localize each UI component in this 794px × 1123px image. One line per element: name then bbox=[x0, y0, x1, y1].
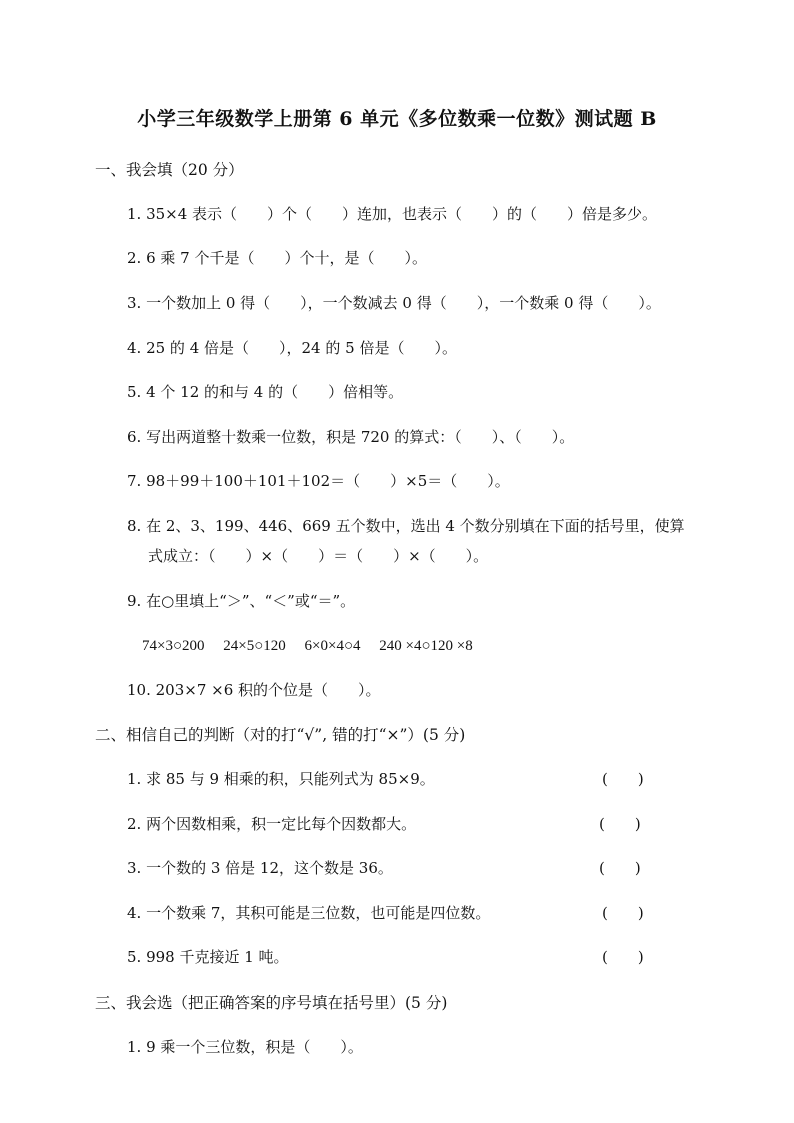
s1-question-8: 8. 在 2、3、199、446、669 五个数中，选出 4 个数分别填在下面的括号里，使算 bbox=[127, 517, 685, 535]
s3-question-1: 1. 9 乘一个三位数，积是（ ）。 bbox=[127, 1038, 363, 1056]
s1-question-1: 1. 35×4 表示（ ）个（ ）连加，也表示（ ）的（ ）倍是多少。 bbox=[127, 205, 658, 223]
s1-question-10: 10. 203×7 ×6 积的个位是（ ）。 bbox=[127, 681, 381, 699]
s2-answer-blank-1: ( ) bbox=[602, 770, 644, 788]
section-2-heading: 二、相信自己的判断（对的打“√”, 错的打“×”）(5 分) bbox=[95, 726, 466, 744]
s2-question-4: 4. 一个数乘 7，其积可能是三位数，也可能是四位数。 bbox=[127, 904, 491, 922]
section-3-heading: 三、我会选（把正确答案的序号填在括号里）(5 分) bbox=[95, 994, 448, 1012]
s1-question-7: 7. 98＋99＋100＋101＋102＝（ ）×5＝（ ）。 bbox=[127, 472, 510, 490]
s1-question-5: 5. 4 个 12 的和与 4 的（ ）倍相等。 bbox=[127, 383, 404, 401]
s1-question-4: 4. 25 的 4 倍是（ ），24 的 5 倍是（ ）。 bbox=[127, 339, 457, 357]
s2-question-2: 2. 两个因数相乘，积一定比每个因数都大。 bbox=[127, 815, 417, 833]
s2-answer-blank-4: ( ) bbox=[602, 904, 644, 922]
s1-comparison-row: 74×3○200 24×5○120 6×0×4○4 240 ×4○120 ×8 bbox=[142, 638, 473, 654]
s2-answer-blank-3: ( ) bbox=[599, 859, 641, 877]
s1-question-3: 3. 一个数加上 0 得（ ），一个数减去 0 得（ ），一个数乘 0 得（ ）。 bbox=[127, 294, 661, 312]
s1-question-2: 2. 6 乘 7 个千是（ ）个十，是（ ）。 bbox=[127, 249, 427, 267]
s1-question-8-line-2: 式成立：（ ）×（ ）＝（ ）×（ ）。 bbox=[148, 547, 489, 565]
s2-question-1: 1. 求 85 与 9 相乘的积，只能列式为 85×9。 bbox=[127, 770, 435, 788]
s1-question-9: 9. 在○里填上“＞”、“＜”或“＝”。 bbox=[127, 592, 356, 610]
s2-question-5: 5. 998 千克接近 1 吨。 bbox=[127, 948, 289, 966]
s1-question-6: 6. 写出两道整十数乘一位数，积是 720 的算式：（ ）、（ ）。 bbox=[127, 428, 575, 446]
page-title: 小学三年级数学上册第 6 单元《多位数乘一位数》测试题 B bbox=[137, 108, 657, 130]
s2-answer-blank-5: ( ) bbox=[602, 948, 644, 966]
s2-answer-blank-2: ( ) bbox=[599, 815, 641, 833]
section-1-heading: 一、我会填（20 分） bbox=[95, 161, 244, 179]
s2-question-3: 3. 一个数的 3 倍是 12，这个数是 36。 bbox=[127, 859, 393, 877]
